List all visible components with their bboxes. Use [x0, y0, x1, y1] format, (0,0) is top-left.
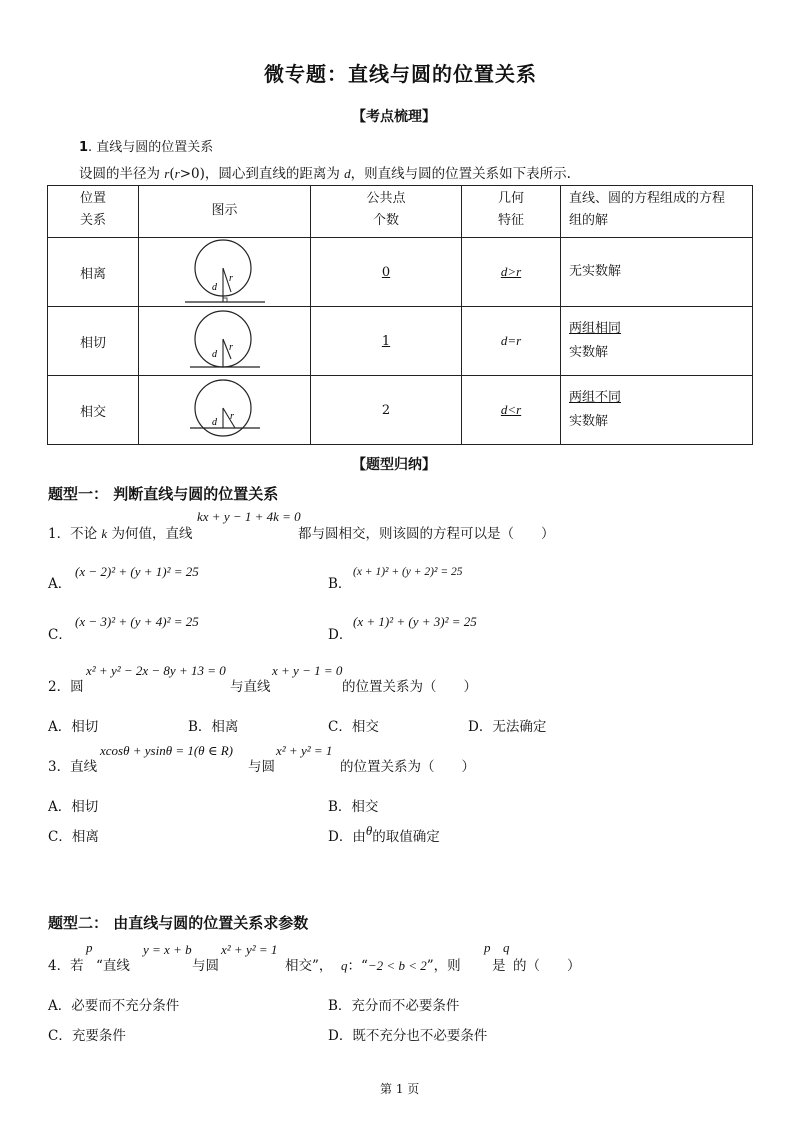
q1-option-b-eq: (x + 1)² + (y + 2)² = 25: [353, 566, 463, 578]
q4-option-c[interactable]: C．充要条件: [48, 1028, 126, 1044]
header-figure: 图示: [139, 186, 311, 238]
q1-line-equation: kx + y − 1 + 4k = 0: [197, 509, 301, 524]
q2-option-a[interactable]: A．相切: [48, 719, 99, 735]
feature-cell: d<r: [462, 376, 561, 445]
figure-cell: [139, 238, 311, 307]
q2-option-d[interactable]: D．无法确定: [468, 719, 547, 735]
count-cell: 0: [311, 238, 462, 307]
q4-p-symbol-2: p: [484, 940, 491, 955]
q4-num: 4．若: [48, 958, 84, 974]
q4-stem-b: 与圆: [192, 958, 219, 974]
q2-stem: 2．圆: [48, 679, 84, 695]
point1-intro: 设圆的半径为 r(r>0)，圆心到直线的距离为 d，则直线与圆的位置关系如下表所示.: [79, 166, 571, 182]
header-feature: 几何 特征: [462, 186, 561, 238]
q1-option-a-eq: (x − 2)² + (y + 1)² = 25: [75, 564, 199, 579]
q1-option-c[interactable]: C．: [48, 627, 72, 643]
svg-text:d: d: [211, 417, 217, 428]
q2-stem-mid: 与直线: [230, 679, 271, 695]
q4-stem-d: 是: [492, 958, 506, 974]
q4-stem-c: 相交”，: [285, 958, 333, 974]
point1-heading: 1. 直线与圆的位置关系: [79, 140, 214, 155]
q4-option-b[interactable]: B．充分而不必要条件: [328, 998, 460, 1014]
relation-table: [47, 185, 753, 445]
page-title: 微专题：直线与圆的位置关系: [264, 62, 537, 86]
solution-cell: 两组相同 实数解: [561, 307, 753, 376]
q1-option-d-eq: (x + 1)² + (y + 3)² = 25: [353, 614, 477, 629]
solution-cell: 无实数解: [561, 238, 753, 307]
tangent-circle-diagram: [185, 307, 265, 375]
q1-option-c-eq: (x − 3)² + (y + 4)² = 25: [75, 614, 199, 629]
q4-p-symbol: p: [86, 940, 93, 955]
table-row: [48, 376, 753, 445]
relation-cell: 相切: [48, 307, 139, 376]
relation-cell: 相交: [48, 376, 139, 445]
q2-option-b[interactable]: B．相离: [188, 719, 239, 735]
q1-option-a[interactable]: A．: [48, 576, 72, 592]
q3-stem-end: 的位置关系为（ ）: [340, 759, 475, 775]
count-cell: 2: [311, 376, 462, 445]
count-cell: 1: [311, 307, 462, 376]
relation-cell: 相离: [48, 238, 139, 307]
q2-stem-end: 的位置关系为（ ）: [342, 679, 477, 695]
q4-stem-a: “直线: [96, 958, 130, 974]
feature-cell: d=r: [462, 307, 561, 376]
type1-heading: 题型一： 判断直线与圆的位置关系: [48, 485, 279, 503]
type2-heading: 题型二： 由直线与圆的位置关系求参数: [48, 914, 309, 932]
q4-option-d[interactable]: D．既不充分也不必要条件: [328, 1028, 488, 1044]
q4-q-symbol-2: q: [503, 940, 510, 955]
q1-stem: 1．不论 k 为何值，直线: [48, 526, 193, 542]
header-count: 公共点 个数: [311, 186, 462, 238]
q3-circle-equation: x² + y² = 1: [276, 743, 333, 758]
q3-stem: 3．直线: [48, 759, 98, 775]
section-types-heading: 【题型归纳】: [352, 457, 436, 473]
q3-option-a[interactable]: A．相切: [48, 799, 99, 815]
q1-option-b[interactable]: B．: [328, 576, 352, 592]
section-review-heading: 【考点梳理】: [352, 109, 436, 125]
q2-option-c[interactable]: C．相交: [328, 719, 379, 735]
table-header-row: [48, 186, 753, 238]
q3-line-equation: xcosθ + ysinθ = 1(θ ∈ R): [100, 743, 233, 758]
page-number: 第 1 页: [380, 1082, 420, 1096]
q3-stem-mid: 与圆: [248, 759, 275, 775]
figure-cell: [139, 376, 311, 445]
q3-option-c[interactable]: C．相离: [48, 829, 99, 845]
header-relation: 位置 关系: [48, 186, 139, 238]
q4-stem-end: 的（ ）: [513, 958, 581, 974]
q4-line-equation: y = x + b: [143, 942, 192, 957]
intersect-circle-diagram: [185, 376, 265, 444]
svg-text:r: r: [228, 342, 233, 353]
table-row: [48, 238, 753, 307]
solution-cell: 两组不同 实数解: [561, 376, 753, 445]
svg-text:d: d: [211, 282, 217, 293]
q3-option-b[interactable]: B．相交: [328, 799, 379, 815]
q2-line-equation: x + y − 1 = 0: [272, 663, 343, 678]
q3-option-d[interactable]: D．由θ的取值确定: [328, 823, 440, 845]
q1-stem-end: 都与圆相交，则该圆的方程可以是（ ）: [298, 526, 555, 542]
q4-option-a[interactable]: A．必要而不充分条件: [48, 998, 180, 1014]
feature-cell: d>r: [462, 238, 561, 307]
q2-circle-equation: x² + y² − 2x − 8y + 13 = 0: [86, 663, 226, 678]
q4-circle-equation: x² + y² = 1: [221, 942, 278, 957]
svg-text:d: d: [211, 349, 217, 360]
header-solution: 直线、圆的方程组成的方程 组的解: [561, 186, 753, 238]
svg-text:r: r: [229, 411, 234, 422]
table-row: [48, 307, 753, 376]
q1-option-d[interactable]: D．: [328, 627, 353, 643]
figure-cell: [139, 307, 311, 376]
svg-text:r: r: [228, 273, 233, 284]
q4-q-condition: q：“−2 < b < 2”，则: [341, 958, 461, 974]
separate-circle-diagram: [185, 238, 265, 306]
